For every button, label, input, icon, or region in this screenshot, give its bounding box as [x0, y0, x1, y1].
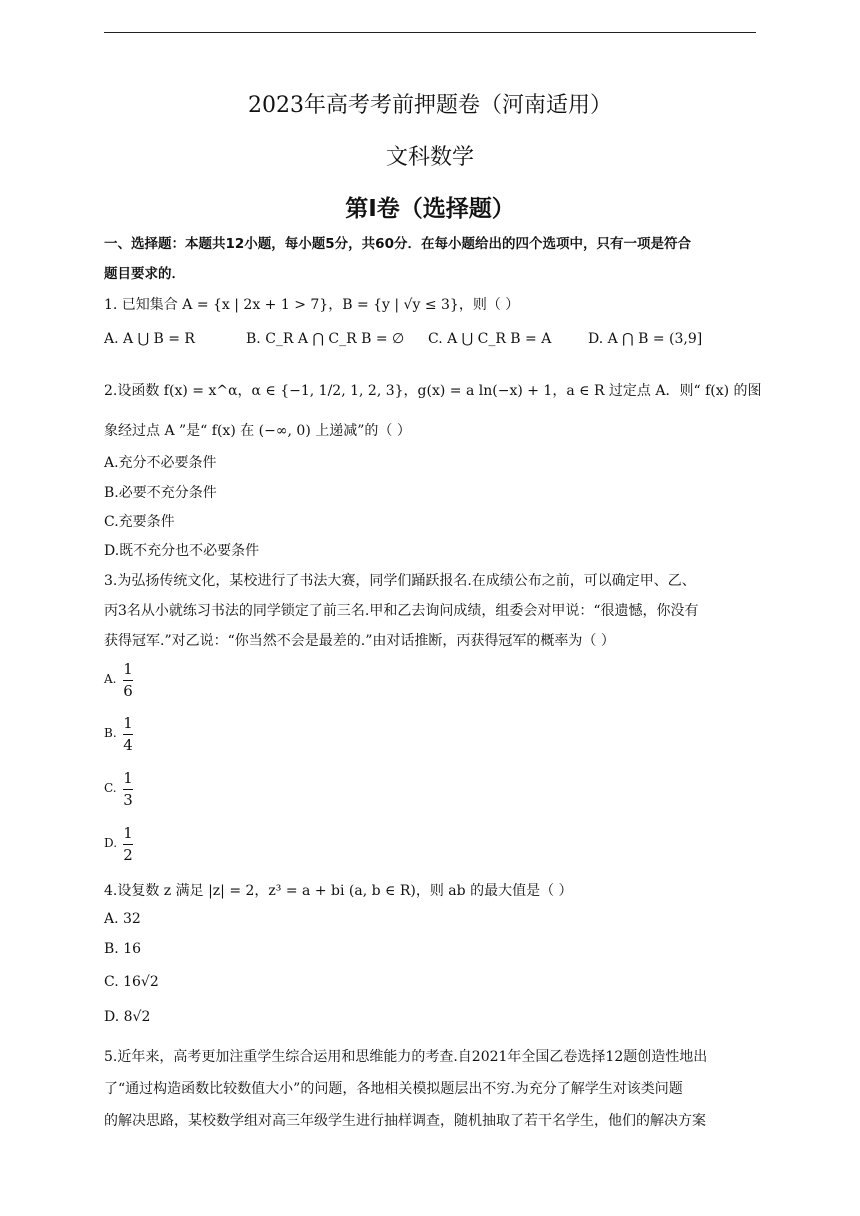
section-instructions-line2: 题目要求的． — [104, 266, 185, 282]
header-rule — [104, 32, 756, 33]
q3-line2: 丙3名从小就练习书法的同学锁定了前三名.甲和乙去询问成绩，组委会对甲说：“很遗憾，你没有 — [104, 603, 699, 619]
fraction-denominator: 2 — [123, 846, 133, 864]
q2-option-a: A.充分不必要条件 — [104, 455, 217, 471]
fraction-bar — [123, 734, 133, 735]
fraction-numerator: 1 — [123, 824, 133, 842]
option-label: C. — [104, 781, 117, 795]
fraction-denominator: 6 — [123, 682, 133, 700]
q4-stem: 4.设复数 z 满足 |z| = 2，z³ = a + bi (a, b ∈ R)，则 ab 的最大值是（ ） — [104, 883, 573, 899]
fraction-denominator: 4 — [123, 736, 133, 754]
q2-option-d: D.既不充分也不必要条件 — [104, 543, 260, 559]
fraction-numerator: 1 — [123, 660, 133, 678]
q2-line2: 象经过点 A ”是“ f(x) 在 (−∞, 0) 上递减”的（ ） — [104, 423, 411, 439]
exam-part-title: 第Ⅰ卷（选择题） — [345, 196, 515, 222]
q4-option-d: D. 8√2 — [104, 1009, 151, 1025]
q3-line1: 3.为弘扬传统文化，某校进行了书法大赛，同学们踊跃报名.在成绩公布之前，可以确定甲、乙、 — [104, 573, 696, 589]
q1-option-d: D. A ⋂ B = (3,9] — [588, 331, 703, 347]
q3-line3: 获得冠军.”对乙说：“你当然不会是最差的.”由对话推断，丙获得冠军的概率为（ ） — [104, 633, 615, 649]
q2-line1: 2.设函数 f(x) = x^α，α ∈ {−1, 1/2, 1, 2, 3}，g(x) = a ln(−x) + 1，a ∈ R 过定点 A．则“ f(x) 的图 — [104, 383, 762, 399]
q4-option-b: B. 16 — [104, 941, 142, 957]
q1-option-b: B. C_R A ⋂ C_R B = ∅ — [246, 331, 405, 347]
exam-title: 2023年高考考前押题卷（河南适用） — [248, 93, 612, 118]
option-label: D. — [104, 836, 118, 850]
q4-option-a: A. 32 — [104, 911, 141, 927]
q2-option-b: B.必要不充分条件 — [104, 485, 217, 501]
exam-subject: 文科数学 — [385, 145, 474, 170]
fraction-bar — [123, 680, 133, 681]
q5-line1: 5.近年来，高考更加注重学生综合运用和思维能力的考查.自2021年全国乙卷选择12题创造性地出 — [104, 1049, 708, 1065]
option-label: B. — [104, 726, 117, 740]
fraction-bar — [123, 844, 133, 845]
q1-stem: 1. 已知集合 A = {x | 2x + 1 > 7}，B = {y | √y ≤ 3}，则（ ） — [104, 297, 520, 313]
q4-option-c: C. 16√2 — [104, 974, 159, 990]
fraction-numerator: 1 — [123, 714, 133, 732]
fraction-numerator: 1 — [123, 769, 133, 787]
fraction-bar — [123, 789, 133, 790]
option-label: A. — [104, 672, 117, 686]
q2-option-c: C.充要条件 — [104, 514, 175, 530]
q1-option-a: A. A ⋃ B = R — [104, 331, 195, 347]
section-instructions-line1: 一、选择题：本题共12小题，每小题5分，共60分．在每小题给出的四个选项中，只有一项是符合 — [104, 236, 691, 252]
q1-option-c: C. A ⋃ C_R B = A — [428, 331, 552, 347]
q5-line2: 了“通过构造函数比较数值大小”的问题，各地相关模拟题层出不穷.为充分了解学生对该类问题 — [104, 1081, 683, 1097]
q5-line3: 的解决思路，某校数学组对高三年级学生进行抽样调查，随机抽取了若干名学生，他们的解决方案 — [104, 1113, 706, 1129]
fraction-denominator: 3 — [123, 791, 133, 809]
